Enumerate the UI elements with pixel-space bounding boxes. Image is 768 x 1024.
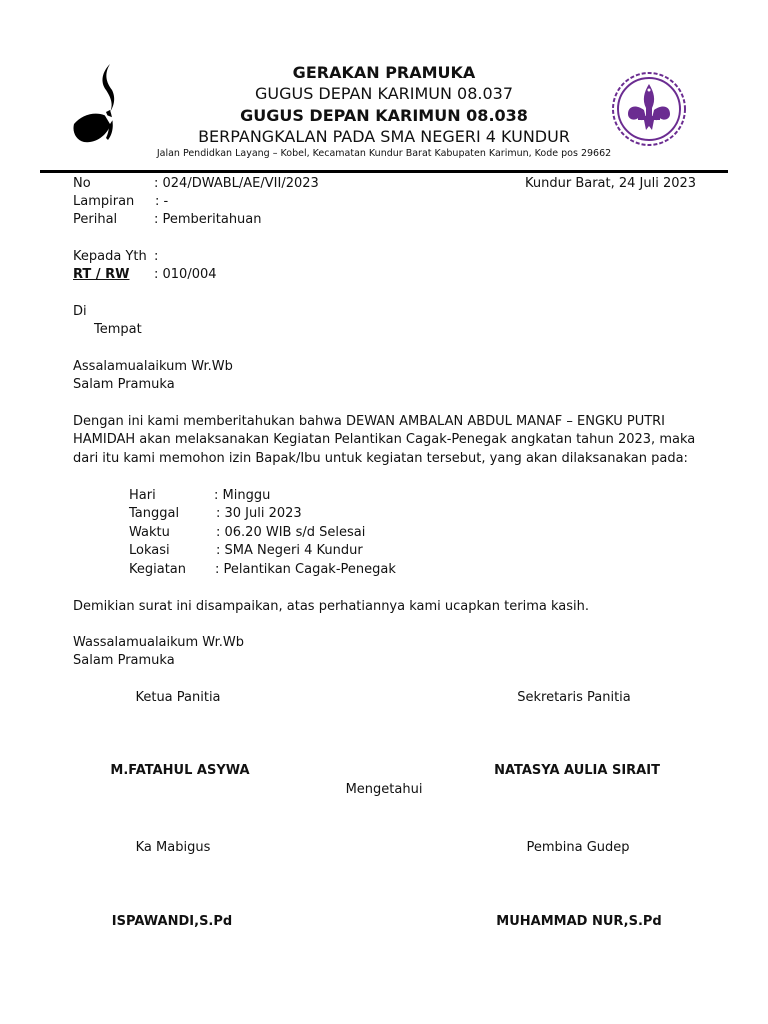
address-line: Jalan Pendidkan Layang – Kobel, Kecamatan Kundur Barat Kabupaten Karimun, Kode pos 29662 [156, 148, 612, 159]
detail-value: : 30 Juli 2023 [216, 506, 302, 521]
header-divider [40, 170, 728, 173]
no-label: No [73, 176, 91, 191]
gudep-line-1: GUGUS DEPAN KARIMUN 08.037 [254, 84, 514, 103]
tempat-label: Tempat [94, 322, 142, 337]
farewell-1: Wassalamualaikum Wr.Wb [73, 635, 244, 650]
lampiran-label: Lampiran [73, 194, 135, 209]
mengetahui-label: Mengetahui [345, 782, 423, 797]
kepada-colon: : [154, 249, 159, 264]
detail-label: Kegiatan [129, 562, 187, 577]
lampiran-value: : - [155, 194, 169, 209]
tunas-kelapa-logo [70, 60, 130, 148]
detail-value: : SMA Negeri 4 Kundur [216, 543, 363, 558]
paragraph-line-2: HAMIDAH akan melaksanakan Kegiatan Pelantikan Cagak-Penegak angkatan tahun 2023, maka [73, 432, 696, 447]
detail-label: Lokasi [129, 543, 170, 558]
di-label: Di [73, 304, 87, 319]
kepada-label: Kepada Yth [73, 249, 147, 264]
farewell-2: Salam Pramuka [73, 653, 175, 668]
detail-label: Waktu [129, 525, 170, 540]
greeting-2: Salam Pramuka [73, 377, 175, 392]
paragraph-line-1: Dengan ini kami memberitahukan bahwa DEWAN AMBALAN ABDUL MANAF – ENGKU PUTRI [73, 414, 666, 429]
rtrw-label: RT / RW [73, 267, 130, 282]
detail-label: Tanggal [129, 506, 180, 521]
perihal-label: Perihal [73, 212, 118, 227]
gudep-line-2: GUGUS DEPAN KARIMUN 08.038 [240, 106, 528, 125]
ketua-name: M.FATAHUL ASYWA [110, 763, 250, 778]
detail-label: Hari [129, 488, 156, 503]
ketua-title: Ketua Panitia [135, 690, 221, 705]
wosm-emblem-icon [610, 70, 688, 148]
place-date: Kundur Barat, 24 Juli 2023 [525, 176, 697, 191]
school-base: BERPANGKALAN PADA SMA NEGERI 4 KUNDUR [198, 127, 570, 146]
mabigus-name: ISPAWANDI,S.Pd [111, 914, 233, 929]
paragraph-line-3: dari itu kami memohon izin Bapak/Ibu untuk kegiatan tersebut, yang akan dilaksanakan pada: [73, 451, 688, 466]
closing-sentence: Demikian surat ini disampaikan, atas perhatiannya kami ucapkan terima kasih. [73, 599, 589, 614]
org-name: GERAKAN PRAMUKA [292, 63, 476, 82]
greeting-1: Assalamualaikum Wr.Wb [73, 359, 233, 374]
detail-value: : 06.20 WIB s/d Selesai [216, 525, 366, 540]
sekretaris-title: Sekretaris Panitia [517, 690, 631, 705]
sekretaris-name: NATASYA AULIA SIRAIT [494, 763, 660, 778]
detail-value: : Pelantikan Cagak-Penegak [215, 562, 396, 577]
pembina-name: MUHAMMAD NUR,S.Pd [496, 914, 662, 929]
rtrw-value: : 010/004 [154, 267, 217, 282]
no-value: : 024/DWABL/AE/VII/2023 [154, 176, 319, 191]
detail-value: : Minggu [214, 488, 271, 503]
mabigus-title: Ka Mabigus [135, 840, 211, 855]
perihal-value: : Pemberitahuan [154, 212, 262, 227]
pembina-title: Pembina Gudep [526, 840, 630, 855]
